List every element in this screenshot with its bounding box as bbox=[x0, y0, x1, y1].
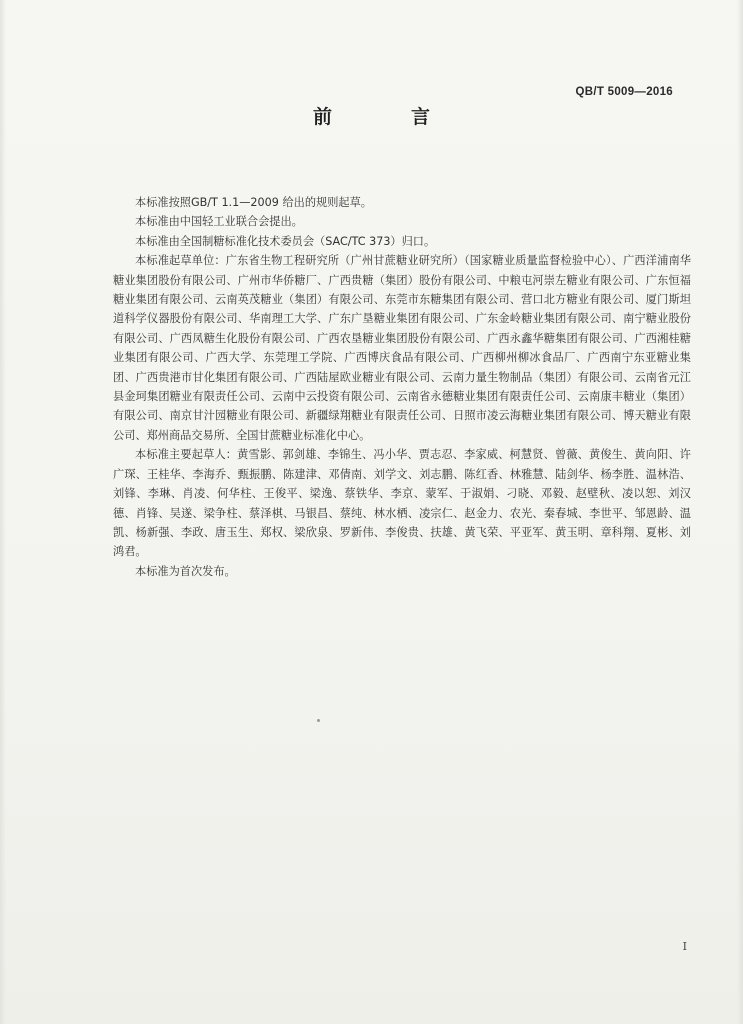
scan-speck bbox=[317, 719, 320, 722]
page-number: I bbox=[682, 940, 687, 953]
paragraph-drafters: 本标准主要起草人：黄雪影、郭剑雄、李锦生、冯小华、贾志忍、李家威、柯慧贤、曾薇、黄俊生、黄向阳、许广琛、王桂华、李海乔、甄振鹏、陈建津、邓倩南、刘学文、刘志鹏、陈红香、林雅慧、陆剑华、杨李胜、温林浩、刘锋、李琳、肖凌、何华柱、王俊平、梁逸、蔡铁华、李京、蒙军、于淑娟、刁晓、邓毅、赵壁秋、凌以恕、刘汉德、肖锋、吴遂、梁争柱、蔡泽棋、马银昌、蔡纯、林水栖、凌宗仁、赵金力、农光、秦春城、李世平、邹恩龄、温凯、杨新强、李政、唐玉生、郑权、梁欣泉、罗新伟、李俊贵、扶雄、黄飞荣、平亚军、黄玉明、章科翔、夏彬、刘鸿君。 bbox=[113, 448, 691, 559]
scan-edge-right bbox=[737, 0, 743, 1024]
scan-edge-left bbox=[0, 0, 6, 1024]
paragraph-first-release: 本标准为首次发布。 bbox=[135, 564, 236, 578]
standard-number: QB/T 5009—2016 bbox=[575, 86, 673, 98]
paragraph-proposer: 本标准由中国轻工业联合会提出。 bbox=[135, 215, 303, 229]
paragraph-drafting-units: 本标准起草单位：广东省生物工程研究所（广州甘蔗糖业研究所）（国家糖业质量监督检验中心）、广西洋浦南华糖业集团股份有限公司、广州市华侨糖厂、广西贵糖（集团）股份有限公司、中粮屯河崇左糖业有限公司、广东恒福糖业集团有限公司、云南英茂糖业（集团）有限公司、东莞市东糖集团有限公司、营口北方糖业有限公司、厦门斯坦道科学仪器股份有限公司、华南理工大学、广东广垦糖业集团有限公司、广东金岭糖业集团有限公司、南宁糖业股份有限公司、广西凤糖生化股份有限公司、广西农垦糖业集团股份有限公司、广西永鑫华糖集团有限公司、广西湘桂糖业集团有限公司、广西大学、东莞理工学院、广西博庆食品有限公司、广西柳州柳冰食品厂、广西南宁东亚糖业集团、广西贵港市甘化集团有限公司、广西陆屋欧业糖业有限公司、云南力量生物制品（集团）有限公司、云南省元江县金珂集团糖业有限责任公司、云南中云投资有限公司、云南省永德糖业集团有限责任公司、云南康丰糖业（集团）有限公司、南京甘汁园糖业有限公司、新疆绿翔糖业有限责任公司、日照市凌云海糖业集团有限公司、博天糖业有限公司、郑州商品交易所、全国甘蔗糖业标准化中心。 bbox=[113, 254, 691, 442]
foreword-body bbox=[113, 193, 691, 581]
paragraph-drafting-rule: 本标准按照GB/T 1.1—2009 给出的规则起草。 bbox=[135, 196, 372, 209]
page-title: 前 言 bbox=[312, 106, 460, 128]
paragraph-committee: 本标准由全国制糖标准化技术委员会（SAC/TC 373）归口。 bbox=[135, 234, 436, 248]
